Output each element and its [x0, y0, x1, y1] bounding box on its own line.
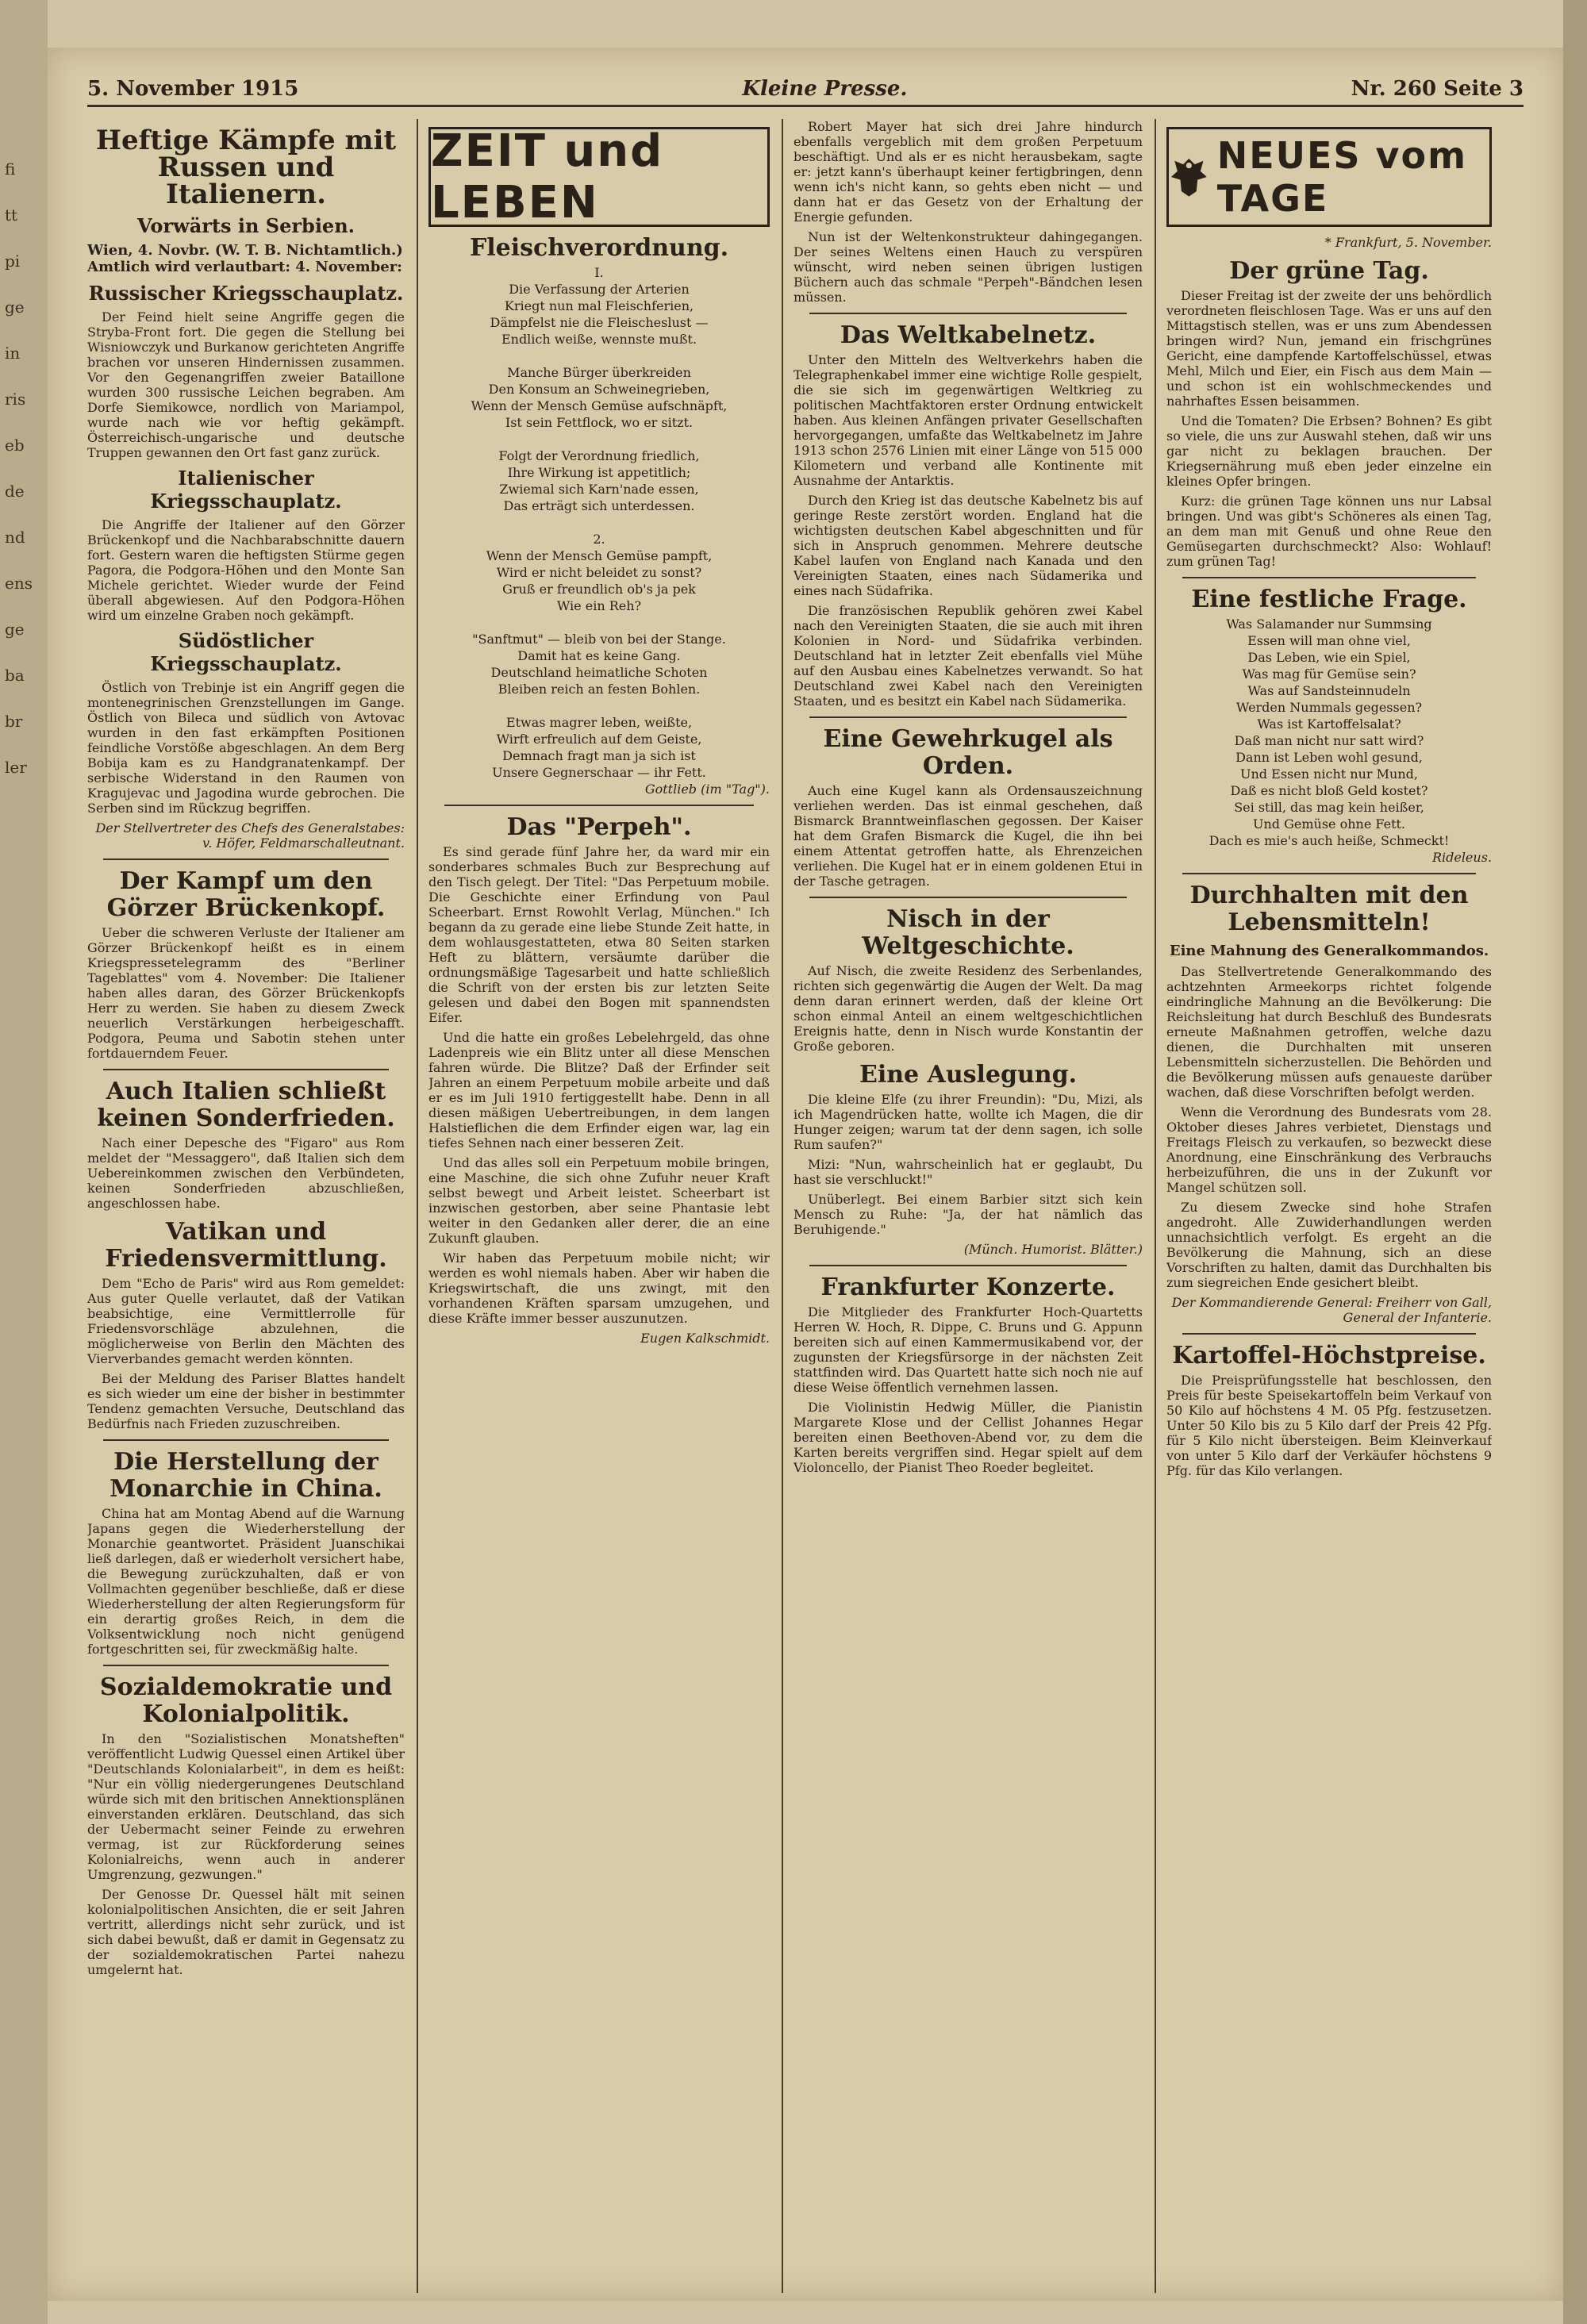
poem-line: Was Salamander nur Summsing [1226, 617, 1432, 632]
gutter-fragment: de [5, 482, 25, 501]
headline: Die Herstellung der Monarchie in China. [110, 1448, 382, 1503]
poem-line: Dämpfelst nie die Fleischeslust — [490, 315, 709, 330]
headline: Das Weltkabelnetz. [840, 321, 1097, 349]
article-paragraph: Dem "Echo de Paris" wird aus Rom gemeldet: Aus guter Quelle verlautet, daß der Vatikan beabsichtige, eine Vermittlerrolle für Friedensvorschläge abzulehnen, die möglicherweise von Berlin den Mächten des Vierverbandes gemacht werden könnten. [87, 1276, 405, 1366]
poem-line: Endlich weiße, wennste mußt. [501, 332, 697, 347]
article-paragraph: Kurz: die grünen Tage können uns nur Labsal bringen. Und was gibt's Schöneres als einen Tag, an dem man mit Genuß und ohne Reue den Gemüsegarten durchschmeckt? Also: Wohlauf! zum grünen Tag! [1166, 494, 1492, 569]
separator [103, 1439, 389, 1441]
separator [1182, 577, 1476, 578]
poem-line: Dach es mie's auch heiße, Schmeckt! [1209, 833, 1450, 848]
section-heading: Russischer Kriegsschauplatz. [88, 282, 404, 305]
poem-line: Und Gemüse ohne Fett. [1252, 816, 1406, 832]
column-2 [428, 119, 770, 2293]
poem-line: Gruß er freundlich ob's ja pek [502, 582, 696, 597]
signature: Eugen Kalkschmidt. [640, 1331, 770, 1346]
poem-line [428, 432, 770, 447]
signature: (Münch. Humorist. Blätter.) [963, 1242, 1143, 1257]
poem-line: Das erträgt sich unterdessen. [503, 498, 695, 513]
article-paragraph: Zu diesem Zwecke sind hohe Strafen angedroht. Alle Zuwiderhandlungen werden unnachsichtlich verfolgt. Es ergeht an die Bevölkerung die Mahnung, sich an diese Vorschriften zu halten, damit das Durchhalten bis zum siegreichen Ende gesichert bleibt. [1166, 1200, 1492, 1290]
separator [103, 859, 389, 860]
poem-line: Das Leben, wie ein Spiel, [1247, 650, 1411, 665]
column-3 [794, 119, 1143, 2293]
article-paragraph: Unüberlegt. Bei einem Barbier sitzt sich kein Mensch zu Ruhe: "Ja, der hat nämlich das Beruhigende." [794, 1192, 1143, 1237]
article-paragraph: Es sind gerade fünf Jahre her, da ward mir ein sonderbares schmales Buch zur Besprechung auf den Tisch gelegt. Der Titel: "Das Perpetuum mobile. Die Geschichte einer Erfindung von Paul Scheerbart. Ernst Rowohlt Verlag, München." Ich begann da zu gerade eine liebe Stunde Zeit hatte, in dem wohlausgestatteten, etwa 80 Seiten starken Heft zu blättern, versäumte darüber die ordnungsmäßige Tagesarbeit und hatte schließlich die Schrift von der ersten bis zur letzten Seite gelesen und dabei den Bogen mit spannendsten Eifer. [428, 844, 770, 1025]
poem-line: Daß man nicht nur satt wird? [1234, 733, 1424, 748]
poem-line: Essen will man ohne viel, [1247, 633, 1411, 648]
headline: Sozialdemokratie und Kolonialpolitik. [99, 1673, 393, 1728]
poem-line: Wie ein Reh? [556, 598, 642, 613]
article-paragraph: Die Angriffe der Italiener auf den Görzer Brückenkopf und die Nachbarabschnitte dauern fort. Gestern waren die heftigsten Stürme gegen Pagora, die Podgora-Höhen und den Monte San Michele gerichtet. Wieder wurde der Feind überall abgewiesen. Auf den Podgora-Höhen wird um einzelne Graben noch gekämpft. [87, 517, 405, 623]
poem-line: Daß es nicht bloß Geld kostet? [1230, 783, 1428, 798]
poem-line: Ihre Wirkung ist appetitlich; [507, 465, 691, 480]
article-paragraph: Die Violinistin Hedwig Müller, die Pianistin Margarete Klose und der Cellist Johannes Hegar bereiten einen Beethoven-Abend vor, zu dem die Karten bereits vergriffen sind. Hegar spielt auf dem Violoncello, der Pianist Theo Roeder begleitet. [794, 1400, 1143, 1475]
poem-line: I. [594, 265, 604, 280]
article-paragraph: Die kleine Elfe (zu ihrer Freundin): "Du, Mizi, als ich Magendrücken hatte, wollte ich Magen, die dir Hunger zeigen; warum tat der denn sagen, ich solle Rum saufen?" [794, 1092, 1143, 1152]
poem-line: Unsere Gegnerschaar — ihr Fett. [492, 765, 706, 780]
section-heading: Italienischer Kriegsschauplatz. [150, 467, 342, 513]
article-paragraph: Nach einer Depesche des "Figaro" aus Rom meldet der "Messaggero", daß Italien sich dem Uebereinkommen zwischen den Verbündeten, keinen Sonderfrieden abzuschließen, angeschlossen habe. [87, 1135, 405, 1211]
section-heading: Südöstlicher Kriegsschauplatz. [150, 629, 342, 675]
article-paragraph: Der Genosse Dr. Quessel hält mit seinen kolonialpolitischen Ansichten, die er seit Jahren vertritt, allerdings nicht sehr zurück, und ist sich dabei bewußt, daß er damit in Gegensatz zu der sozialdemokratischen Partei nahezu umgelernt hat. [87, 1887, 405, 1977]
dateline: * Frankfurt, 5. November. [1324, 235, 1492, 250]
signature: Rideleus. [1431, 850, 1492, 865]
poem-line: Bleiben reich an festen Bohlen. [498, 682, 701, 697]
article-paragraph: Auch eine Kugel kann als Ordensauszeichnung verliehen werden. Das ist einmal geschehen, daß Bismarck Branntweinflaschen gegossen. Der Kaiser hat dem Grafen Bismarck die Kugel, die ihn bei einem Attentat getroffen hatte, als Ehrenzeichen verliehen. Die Kugel hat er in einem goldenen Etui in der Tasche getragen. [794, 783, 1143, 889]
page-header [87, 73, 1524, 107]
poem-line: Und Essen nicht nur Mund, [1240, 766, 1418, 782]
poem-line: Wirft erfreulich auf dem Geiste, [496, 732, 702, 747]
column-rule [1155, 119, 1156, 2293]
headline: Kartoffel-Höchstpreise. [1172, 1342, 1486, 1369]
column-1 [87, 119, 405, 2293]
article-paragraph: Mizi: "Nun, wahrscheinlich hat er geglaubt, Du hast sie verschluckt!" [794, 1157, 1143, 1187]
headline: Vatikan und Friedensvermittlung. [105, 1218, 387, 1273]
masthead-text: ZEIT und LEBEN [431, 125, 664, 229]
zeit-und-leben-masthead [428, 127, 770, 227]
gutter-fragment: ba [5, 666, 25, 685]
headline: Fleischverordnung. [469, 234, 729, 262]
poem-line: Wird er nicht beleidet zu sonst? [496, 565, 702, 580]
article-paragraph: Auf Nisch, die zweite Residenz des Serbenlandes, richten sich gegenwärtig die Augen der Welt. Da mag denn daran erinnert werden, daß der kleine Ort schon einmal Anteil an einem weltgeschichtlichen Ereignis hatte, denn in Nisch wurde Konstantin der Große geboren. [794, 963, 1143, 1054]
poem-line: Den Konsum an Schweinegrieben, [488, 382, 710, 397]
article-paragraph: Östlich von Trebinje ist ein Angriff gegen die montenegrinischen Grenzstellungen im Gange. Östlich von Bileca und südlich von Avtovac wurden in den fast erkämpften Positionen feindliche Vorstöße abgeschlagen. An dem Berg Bobija kam es zu Handgranatenkampf. Der serbische Widerstand in den Raumen von Kragujevac und Jagodina wurde gebrochen. Die Serben sind im Rückzug begriffen. [87, 680, 405, 816]
header-date: 5. November 1915 [87, 77, 299, 101]
gutter-fragment: ge [5, 620, 25, 639]
headline: Der grüne Tag. [1229, 257, 1429, 285]
headline: Eine Auslegung. [859, 1061, 1078, 1089]
poem-line: Demnach fragt man ja sich ist [502, 748, 696, 763]
poem-line: Sei still, das mag kein heißer, [1234, 800, 1424, 815]
article-paragraph: Wenn die Verordnung des Bundesrats vom 28. Oktober dieses Jahres verbietet, Dienstags und Freitags Fleisch zu verkaufen, so bezweckt diese Anordnung, eine Einschränkung des Verbrauchs herbeizuführen, die uns in der Zukunft vor Mangel schützen soll. [1166, 1104, 1492, 1195]
gutter-fragment: ler [5, 758, 27, 777]
article-paragraph: Nun ist der Weltenkonstrukteur dahingegangen. Der seines Weltens einen Hauch zu verspüren wünscht, wird neben seinen übrigen lustigen Büchern auch das schmale "Perpeh"-Bändchen lesen müssen. [794, 229, 1143, 305]
headline: Frankfurter Konzerte. [820, 1273, 1116, 1301]
gutter-fragment: ge [5, 298, 25, 317]
article-paragraph: Und die hatte ein großes Lebelehrgeld, das ohne Ladenpreis wie ein Blitz unter all diese Menschen fahren würde. Die Blitze? Daß der Erfinder seit Jahren an einem Perpetuum mobile arbeite und daß er es im Juli 1910 fertiggestellt habe. Denn in all diesen mäßigen Uebertreibungen, in dem langen Halstieflichen die dem Erfinder eigen war, lag ein tiefes Sehnen nach einer besseren Zeit. [428, 1030, 770, 1150]
article-paragraph: China hat am Montag Abend auf die Warnung Japans gegen die Wiederherstellung der Monarchie geantwortet. Präsident Juanschikai ließ darlegen, daß er wiederholt versichert habe, die Bewegung zurückzuhalten, daß er von Vollmachten gegenüber beschließe, daß er diese Wiederherstellung der alten Regierungsform für ein derartig großes Reich, in dem die Volksentwicklung noch nicht genügend fortgeschritten sei, für zweckmäßig halte. [87, 1506, 405, 1657]
poem-line: Zwiemal sich Karn'nade essen, [499, 482, 699, 497]
article-paragraph: Die Mitglieder des Frankfurter Hoch-Quartetts Herren W. Hoch, R. Dippe, C. Bruns und G. Appunn bereiten sich auf einen Kammermusikabend vor, der zugunsten der Kriegsfürsorge in der nächsten Zeit stattfinden wird. Das Quartett hatte sich noch nie auf diese Weise öffentlich vernehmen lassen. [794, 1304, 1143, 1395]
poem [1166, 617, 1492, 848]
article-paragraph: Die französischen Republik gehören zwei Kabel nach den Vereinigten Staaten, die sie auch mit ihren Kolonien in Nord- und Südafrika verbinden. Deutschland hat in letzter Zeit ebenfalls viel Mühe auf den Ausbau eines Kabelnetzes verwandt. So hat Deutschland zwei Kabel nach den Vereinigten Staaten, und es besitzt ein Kabel nach Südamerika. [794, 603, 1143, 709]
gutter-fragment: in [5, 344, 21, 363]
page-edge-strip [1563, 0, 1587, 2324]
poem-line: Ist sein Fettflock, wo er sitzt. [505, 415, 694, 430]
article-paragraph: In den "Sozialistischen Monatsheften" veröffentlicht Ludwig Quessel einen Artikel über "Deutschlands Kolonialarbeit", in dem es heißt: "Nur ein völlig niedergerungenes Deutschland würde sich mit den britischen Annektionsplänen einverstanden erklären. Deutschland, das sich der Uebermacht seiner Feinde zu erwehren vermag, ist zur Rückforderung seines Kolonialreichs, wenn auch in anderer Umgrenzung, gezwungen." [87, 1731, 405, 1882]
header-paper-name: Kleine Presse. [742, 77, 908, 101]
headline: Das "Perpeh". [506, 813, 692, 841]
poem-line: "Sanftmut" — bleib von bei der Stange. [472, 632, 726, 647]
poem-line: Dann ist Leben wohl gesund, [1235, 750, 1423, 765]
poem-line: Etwas magrer leben, weißte, [505, 715, 693, 730]
gutter-fragment: ris [5, 390, 26, 409]
headline: Eine festliche Frage. [1191, 586, 1467, 613]
article-paragraph: Und die Tomaten? Die Erbsen? Bohnen? Es gibt so viele, die uns zur Auswahl stehen, daß wir uns gar nicht zu beklagen brauchen. Der Kriegsernährung muß eben jeder einzelne ein kleines Opfer bringen. [1166, 413, 1492, 489]
article-paragraph: Unter den Mitteln des Weltverkehrs haben die Telegraphenkabel immer eine wichtige Rolle gespielt, die sie sich im gegenwärtigen Weltkrieg zu politischen Machtfaktoren erster Ordnung entwickelt haben. Aus kleinen Anfängen privater Gesellschaften hervorgegangen, umfaßte das Weltkabelnetz im Jahre 1913 schon 2576 Linien mit einer Länge von 515 000 Kilometern und verband alle Kontinente mit Ausnahme der Antarktis. [794, 352, 1143, 488]
article-paragraph: Wir haben das Perpetuum mobile nicht; wir werden es wohl niemals haben. Aber wir haben die Kriegswirtschaft, die uns zwingt, mit den vorhandenen Kräften sparsam umzugehen, und diese Kräfte immer besser auszunutzen. [428, 1250, 770, 1326]
separator [809, 313, 1127, 314]
column-4 [1166, 119, 1492, 2293]
separator [809, 1265, 1127, 1266]
neues-vom-tage-masthead [1166, 127, 1492, 227]
gutter-fragment: ens [5, 574, 33, 593]
column-rule [782, 119, 783, 2293]
poem-line: Was auf Sandsteinnudeln [1247, 683, 1411, 698]
poem-line: Wenn der Mensch Gemüse aufschnäpft, [471, 398, 728, 413]
masthead-text: NEUES vom TAGE [1216, 134, 1468, 220]
subheadline: Eine Mahnung des Generalkommandos. [1169, 943, 1489, 959]
gutter-fragment: fi [5, 159, 16, 179]
gutter-fragment: eb [5, 436, 25, 455]
poem-line: Was ist Kartoffelsalat? [1257, 716, 1401, 732]
poem-line [428, 515, 770, 530]
article-paragraph: Der Feind hielt seine Angriffe gegen die Stryba-Front fort. Die gegen die Stellung bei Wisniowczyk und Burkanow gerichteten Angriffe brachen vor unseren Hindernissen zusammen. Vor den Gegenangriffen zweier Bataillone wurden 300 russische Leichen begraben. Am Dorfe Siemikowce, nordlich von Mariampol, wurde nach wie vor heftig gekämpft. Österreichisch-ungarische und deutsche Truppen gewannen den Ort fast ganz zurück. [87, 309, 405, 460]
separator [809, 897, 1127, 898]
dateline: Wien, 4. Novbr. (W. T. B. Nichtamtlich.) Amtlich wird verlautbart: 4. November: [87, 242, 403, 275]
separator [103, 1069, 389, 1070]
gutter-fragment: br [5, 712, 23, 731]
separator [103, 1665, 389, 1666]
poem-line: 2. [593, 532, 605, 547]
poem-line [428, 698, 770, 713]
gutter-fragments [5, 159, 43, 803]
poem-line [428, 348, 770, 363]
eagle-icon [1169, 145, 1209, 209]
subheadline: Vorwärts in Serbien. [136, 214, 355, 237]
poem-line: Manche Bürger überkreiden [507, 365, 691, 380]
headline: Durchhalten mit den Lebensmitteln! [1189, 882, 1469, 936]
article-paragraph: Dieser Freitag ist der zweite der uns behördlich verordneten fleischlosen Tage. Was er uns auf den Mittagstisch stellen, was er uns zum Abendessen bringen wird? Nun, jemand ein frischgrünes Gericht, eine dampfende Kartoffelschüssel, etwas Mehl, Milch und Eier, ein Fisch aus dem Main — und schon ist ein wohlschmeckendes und nahrhaftes Essen beisammen. [1166, 288, 1492, 409]
headline: Eine Gewehrkugel als Orden. [823, 725, 1113, 780]
left-page-gutter [0, 0, 48, 2324]
poem [428, 265, 770, 780]
poem-line [428, 615, 770, 630]
separator [809, 716, 1127, 718]
article-paragraph: Bei der Meldung des Pariser Blattes handelt es sich wieder um eine der bisher in bestimmter Tendenz gemachten Versuche, Deutschland das Bedürfnis nach Frieden zuzuschreiben. [87, 1371, 405, 1431]
poem-line: Damit hat es keine Gang. [517, 648, 681, 663]
signature: Der Stellvertreter des Chefs des Generalstabes: v. Höfer, Feldmarschalleutnant. [95, 820, 405, 851]
article-paragraph: Das Stellvertretende Generalkommando des achtzehnten Armeekorps richtet folgende eindringliche Mahnung an die Bevölkerung: Die Reichsleitung hat durch Beschluß des Bundesrats erneute Maßnahmen getroffen, welche dazu dienen, die Durchhalten mit unseren Lebensmitteln sicherzustellen. Die Behörden und die Bevölkerung müssen aufs genaueste darüber wachen, daß diese Vorschriften befolgt werden. [1166, 964, 1492, 1100]
poem-line: Folgt der Verordnung friedlich, [498, 448, 700, 463]
gutter-fragment: tt [5, 206, 18, 225]
headline: Der Kampf um den Görzer Brückenkopf. [106, 867, 386, 922]
poem-line: Werden Nummals gegessen? [1235, 700, 1423, 715]
column-rule [417, 119, 418, 2293]
headline: Heftige Kämpfe mit Russen und Italienern. [95, 125, 397, 210]
article-paragraph: Robert Mayer hat sich drei Jahre hindurch ebenfalls vergeblich mit dem großen Perpetuum beschäftigt. Und als er es nicht herausbekam, sagte er: jetzt kann's überhaupt keiner fertigbringen, denn wenn ich's nicht kann, so gehts eben nicht — und dann hat er das Gesetz von der Erhaltung der Energie gefunden. [794, 119, 1143, 225]
poem-line: Kriegt nun mal Fleischferien, [504, 298, 694, 313]
headline: Auch Italien schließt keinen Sonderfrieden. [97, 1077, 395, 1132]
signature: Gottlieb (im "Tag"). [644, 782, 770, 797]
headline: Nisch in der Weltgeschichte. [862, 905, 1074, 960]
separator [444, 805, 754, 806]
poem-line: Die Verfassung der Arterien [509, 282, 690, 297]
gutter-fragment: nd [5, 528, 25, 547]
poem-line: Deutschland heimatliche Schoten [490, 665, 708, 680]
article-paragraph: Ueber die schweren Verluste der Italiener am Görzer Brückenkopf heißt es in einem Kriegspressetelegramm des "Berliner Tageblattes" vom 4. November: Die Italiener haben alles daran, des Görzer Brückenkopfs Herr zu werden. Sie haben zu diesem Zweck neuerlich Verstärkungen herbeigeschafft. Podgora, Peuma und Sabotin stehen unter fortdauerndem Feuer. [87, 925, 405, 1061]
separator [1182, 1333, 1476, 1335]
poem-line: Wenn der Mensch Gemüse pampft, [486, 548, 713, 563]
signature: Der Kommandierende General: Freiherr von Gall, General der Infanterie. [1171, 1295, 1492, 1325]
gutter-fragment: pi [5, 252, 21, 271]
article-paragraph: Durch den Krieg ist das deutsche Kabelnetz bis auf geringe Reste zerstört worden. England hat die wichtigsten deutschen Kabel abgeschnitten und für sich in Anspruch genommen. Mehrere deutsche Kabel laufen von England nach Kanada und den Vereinigten Staaten, eines nach Südamerika und eines nach Südafrika. [794, 493, 1143, 598]
article-paragraph: Die Preisprüfungsstelle hat beschlossen, den Preis für beste Speisekartoffeln beim Verkauf von 50 Kilo auf höchstens 4 M. 05 Pfg. festzusetzen. Unter 50 Kilo bis zu 5 Kilo darf der Preis 42 Pfg. für 5 Kilo nicht übersteigen. Beim Kleinverkauf von unter 5 Kilo darf der Verkäufer höchstens 9 Pfg. für das Kilo verlangen. [1166, 1373, 1492, 1478]
header-page-number: Nr. 260 Seite 3 [1351, 77, 1524, 101]
article-paragraph: Und das alles soll ein Perpetuum mobile bringen, eine Maschine, die sich ohne Zufuhr neuer Kraft selbst bewegt und Arbeit leistet. Scheerbart ist inzwischen gestorben, aber seine Phantasie lebt weiter in den Gedanken aller derer, die an eine Zukunft glauben. [428, 1155, 770, 1246]
separator [1182, 873, 1476, 874]
poem-line: Was mag für Gemüse sein? [1242, 666, 1416, 682]
